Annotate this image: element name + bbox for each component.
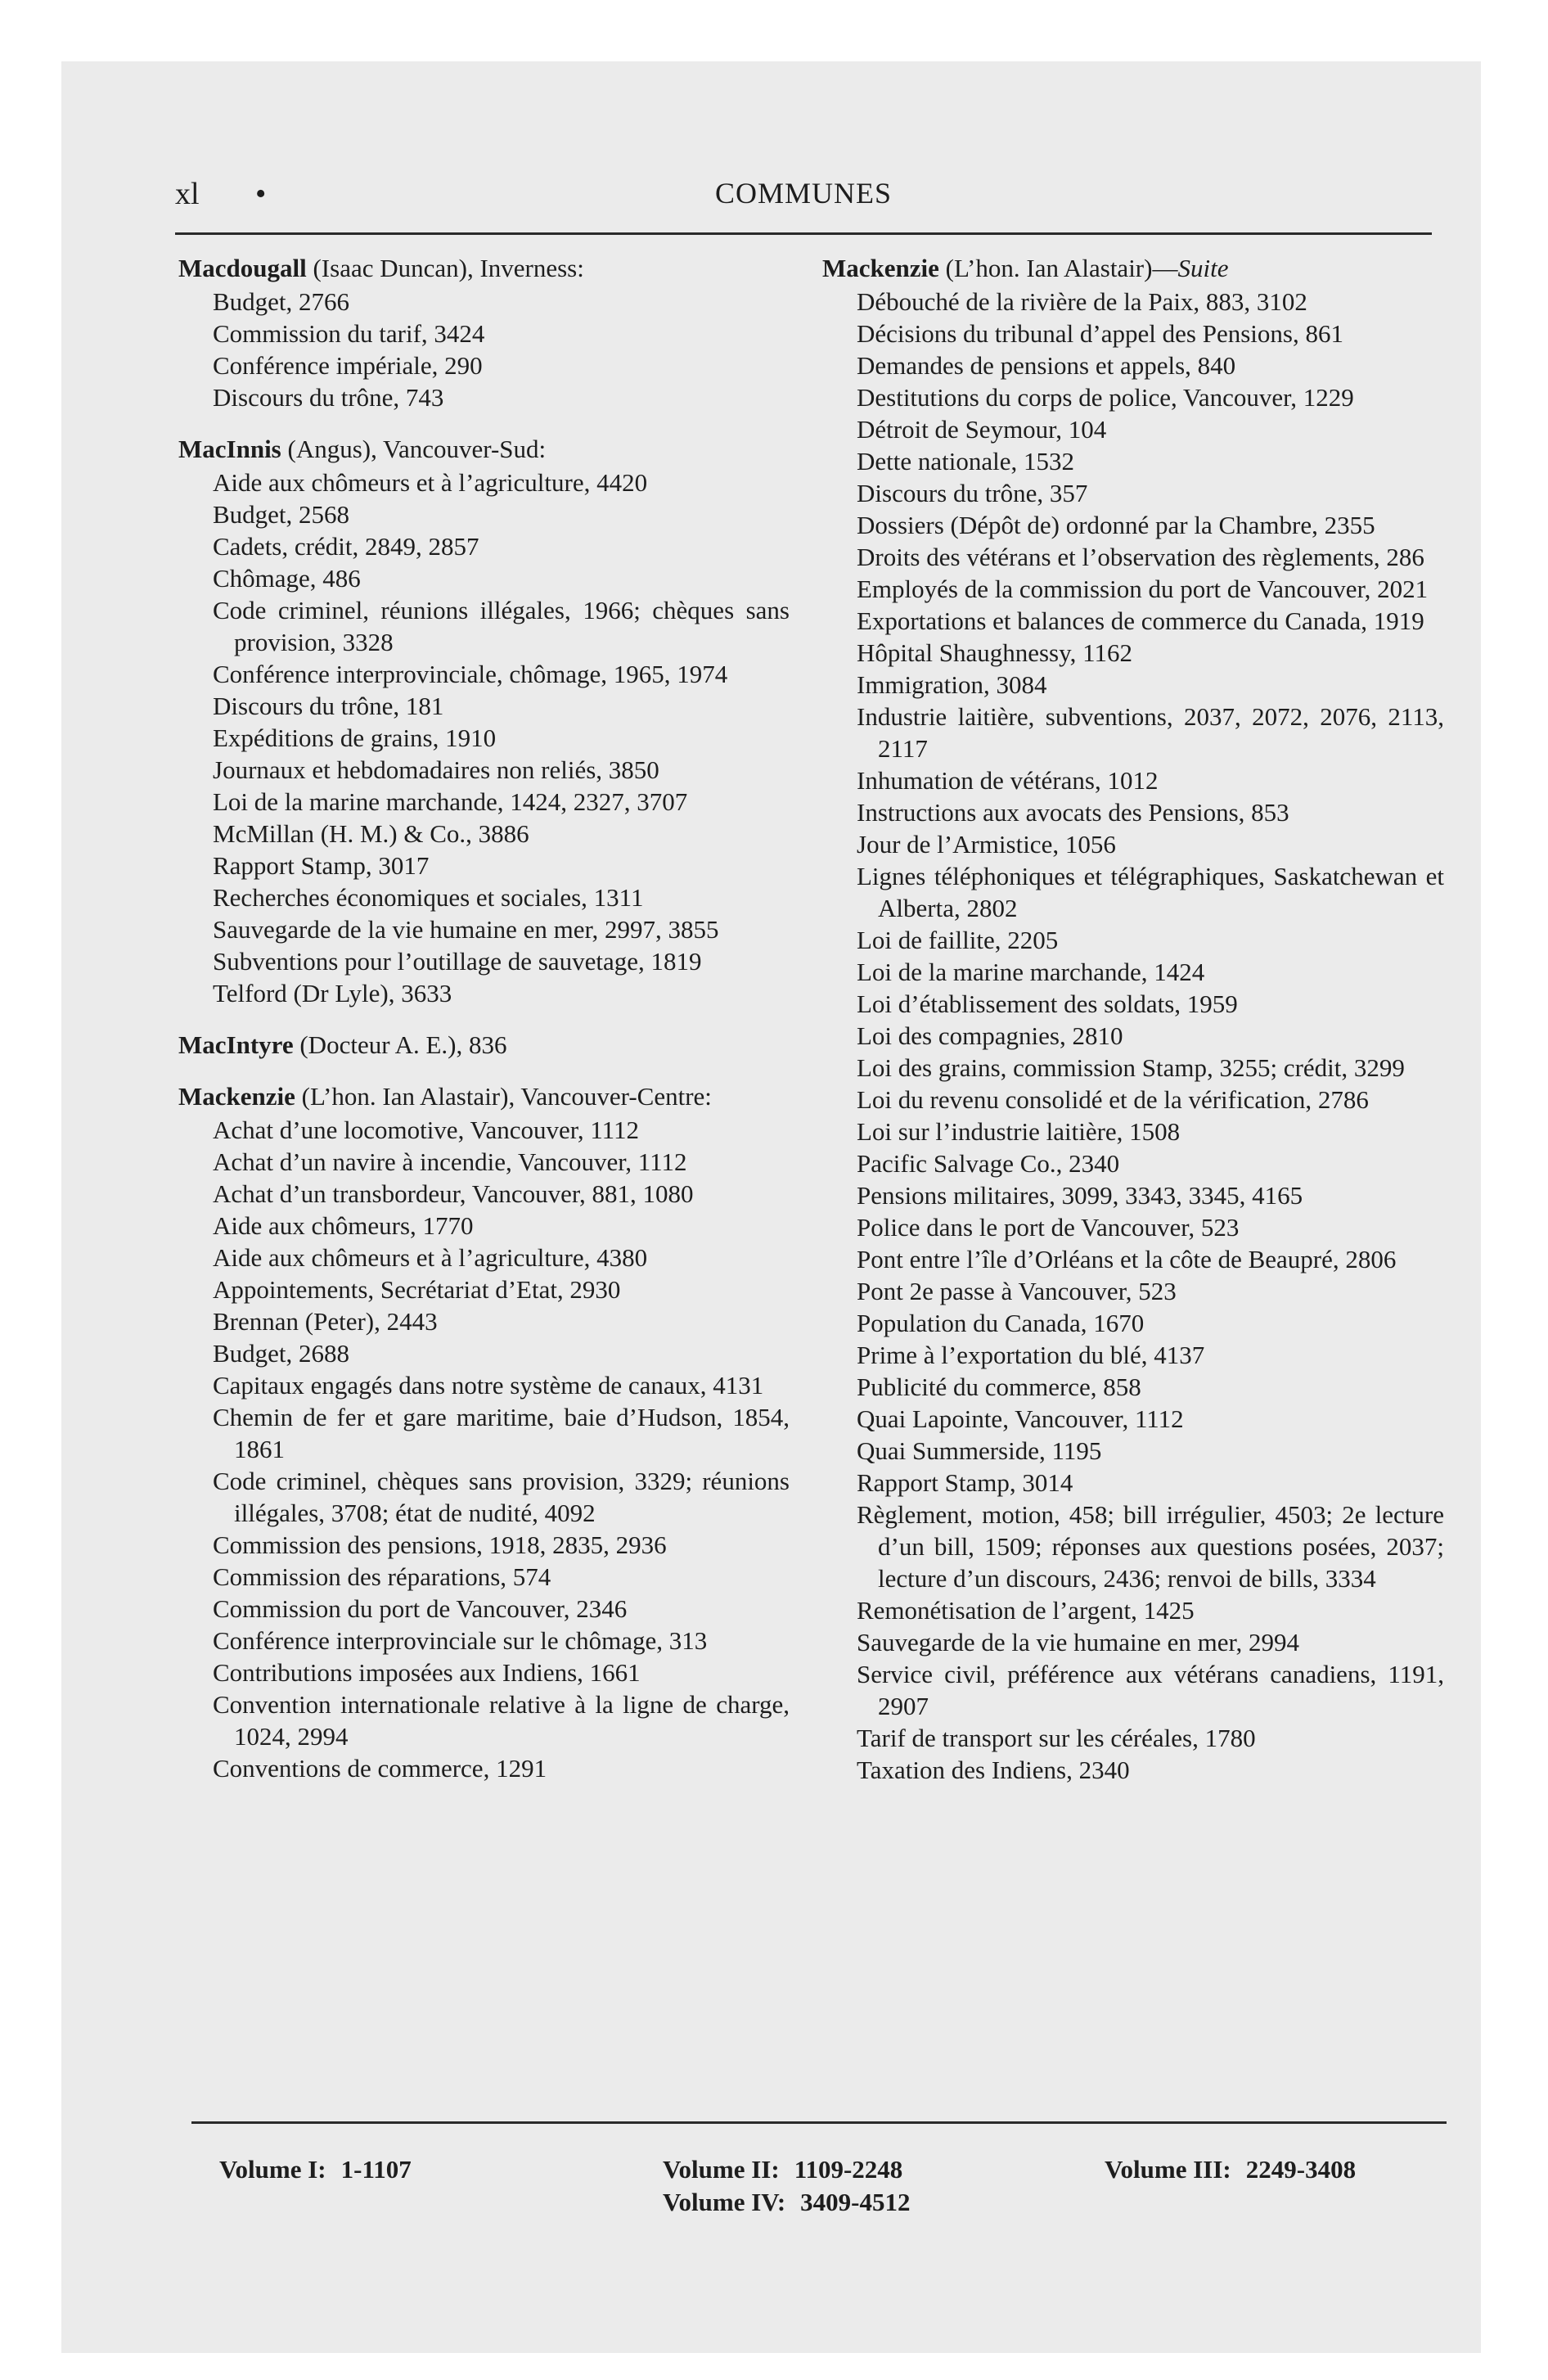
index-entry: Quai Summerside, 1195	[857, 1436, 1102, 1465]
index-entry: Employés de la commission du port de Vancouver, 2021	[857, 575, 1429, 603]
index-entry: Police dans le port de Vancouver, 523	[857, 1213, 1240, 1242]
header-rule	[175, 232, 1432, 235]
index-heading	[178, 1080, 790, 1112]
index-entry: Débouché de la rivière de la Paix, 883, 3102	[857, 287, 1307, 316]
index-entry: Contributions imposées aux Indiens, 1661	[213, 1658, 641, 1687]
volume-4-label	[663, 2188, 910, 2217]
index-heading	[178, 252, 790, 284]
heading-suite: Suite	[1177, 254, 1229, 282]
index-entry: Code criminel, chèques sans provision, 3329; réunions illégales, 3708; état de nudité, 4092	[213, 1467, 790, 1527]
index-entry: Loi du revenu consolidé et de la vérification, 2786	[857, 1085, 1369, 1114]
heading-detail: (Isaac Duncan), Inverness:	[306, 254, 584, 282]
index-entry: Capitaux engagés dans notre système de canaux, 4131	[213, 1371, 764, 1400]
heading-detail: (L’hon. Ian Alastair)—	[938, 254, 1178, 282]
index-entry: Rapport Stamp, 3014	[857, 1468, 1073, 1497]
index-entry: Règlement, motion, 458; bill irrégulier, 4503; 2e lecture d’un bill, 1509; réponses aux questions posées, 2037; lecture d’un discours, 2436; renvoi de bills, 3334	[857, 1500, 1444, 1593]
index-entry: Jour de l’Armistice, 1056	[857, 830, 1116, 859]
index-entry: Code criminel, réunions illégales, 1966; chèques sans provision, 3328	[213, 596, 790, 656]
index-entry: Service civil, préférence aux vétérans canadiens, 1191, 2907	[857, 1660, 1444, 1720]
index-entry: Aide aux chômeurs et à l’agriculture, 4420	[213, 468, 648, 497]
volume-1-label	[219, 2155, 412, 2184]
index-entry: Discours du trône, 181	[213, 692, 444, 720]
index-entry: Discours du trône, 357	[857, 479, 1088, 507]
index-entry: Budget, 2766	[213, 287, 350, 316]
index-entry: Expéditions de grains, 1910	[213, 723, 497, 752]
heading-name: Mackenzie	[178, 1082, 295, 1111]
index-entry: Subventions pour l’outillage de sauvetage, 1819	[213, 947, 702, 976]
index-entry: Pacific Salvage Co., 2340	[857, 1149, 1120, 1178]
volume-range: 1109-2248	[794, 2155, 903, 2184]
heading-name: MacIntyre	[178, 1030, 294, 1059]
index-entry: Cadets, crédit, 2849, 2857	[213, 532, 479, 561]
index-entry: Décisions du tribunal d’appel des Pensions, 861	[857, 319, 1343, 348]
volume-label: Volume III:	[1105, 2155, 1231, 2184]
right-column	[822, 252, 1444, 1786]
index-entry: Instructions aux avocats des Pensions, 853	[857, 798, 1289, 827]
index-entry: Recherches économiques et sociales, 1311	[213, 883, 644, 912]
index-entry: Sauvegarde de la vie humaine en mer, 2994	[857, 1628, 1300, 1657]
index-heading	[178, 1029, 790, 1061]
index-entry: Loi de faillite, 2205	[857, 926, 1059, 954]
index-entry: Discours du trône, 743	[213, 383, 444, 412]
index-entry: Demandes de pensions et appels, 840	[857, 351, 1236, 380]
left-column	[178, 252, 790, 1784]
index-entry: Conférence interprovinciale sur le chômage, 313	[213, 1626, 708, 1655]
index-entry: Destitutions du corps de police, Vancouver, 1229	[857, 383, 1354, 412]
index-entry: Aide aux chômeurs et à l’agriculture, 4380	[213, 1243, 648, 1272]
running-title: COMMUNES	[714, 177, 893, 210]
heading-detail: (Docteur A. E.), 836	[293, 1030, 507, 1059]
index-entry: Achat d’un transbordeur, Vancouver, 881, 1080	[213, 1179, 694, 1208]
heading-detail: (L’hon. Ian Alastair), Vancouver-Centre:	[295, 1082, 712, 1111]
volume-3-label	[1105, 2155, 1356, 2184]
index-entry: Pont 2e passe à Vancouver, 523	[857, 1277, 1177, 1305]
index-entry: Achat d’une locomotive, Vancouver, 1112	[213, 1116, 640, 1144]
index-entry: Achat d’un navire à incendie, Vancouver, 1112	[213, 1147, 687, 1176]
index-entry: Commission du tarif, 3424	[213, 319, 485, 348]
index-entry: Conventions de commerce, 1291	[213, 1754, 547, 1783]
index-entry: Prime à l’exportation du blé, 4137	[857, 1341, 1205, 1369]
volume-label: Volume II:	[663, 2155, 780, 2184]
index-entry: Rapport Stamp, 3017	[213, 851, 430, 880]
index-entry: Inhumation de vétérans, 1012	[857, 766, 1159, 795]
index-entry: Loi des compagnies, 2810	[857, 1021, 1123, 1050]
index-entry: Budget, 2568	[213, 500, 350, 529]
index-entry: Population du Canada, 1670	[857, 1309, 1145, 1337]
index-entry: Budget, 2688	[213, 1339, 350, 1368]
index-entry: Aide aux chômeurs, 1770	[213, 1211, 474, 1240]
index-heading	[822, 252, 1444, 284]
index-entry: Taxation des Indiens, 2340	[857, 1756, 1130, 1784]
index-entry: Pensions militaires, 3099, 3343, 3345, 4165	[857, 1181, 1303, 1210]
index-entry: Appointements, Secrétariat d’Etat, 2930	[213, 1275, 621, 1304]
header-bullet: •	[255, 177, 267, 211]
index-entry: Brennan (Peter), 2443	[213, 1307, 438, 1336]
index-entry: Pont entre l’île d’Orléans et la côte de Beaupré, 2806	[857, 1245, 1397, 1273]
volume-2-label	[663, 2155, 902, 2184]
index-entry: Journaux et hebdomadaires non reliés, 3850	[213, 755, 659, 784]
page-header	[175, 176, 1432, 217]
heading-name: MacInnis	[178, 435, 281, 463]
volume-label: Volume I:	[219, 2155, 326, 2184]
volume-range: 3409-4512	[800, 2188, 911, 2216]
index-entry: Conférence interprovinciale, chômage, 1965, 1974	[213, 660, 728, 688]
index-entry: Hôpital Shaughnessy, 1162	[857, 638, 1132, 667]
index-entry: Convention internationale relative à la ligne de charge, 1024, 2994	[213, 1690, 790, 1751]
volume-range: 1-1107	[340, 2155, 412, 2184]
index-entry: Droits des vétérans et l’observation des règlements, 286	[857, 543, 1424, 571]
volume-range: 2249-3408	[1245, 2155, 1357, 2184]
index-entry: Commission du port de Vancouver, 2346	[213, 1594, 628, 1623]
index-heading	[178, 433, 790, 465]
page-number: xl	[175, 177, 200, 211]
index-entry: McMillan (H. M.) & Co., 3886	[213, 819, 529, 848]
index-entry: Quai Lapointe, Vancouver, 1112	[857, 1404, 1184, 1433]
index-entry: Loi d’établissement des soldats, 1959	[857, 989, 1238, 1018]
index-entry: Lignes téléphoniques et télégraphiques, Saskatchewan et Alberta, 2802	[857, 862, 1444, 922]
footer-rule	[191, 2121, 1447, 2124]
index-entry: Conférence impériale, 290	[213, 351, 483, 380]
index-entry: Publicité du commerce, 858	[857, 1373, 1141, 1401]
heading-name: Macdougall	[178, 254, 307, 282]
index-entry: Sauvegarde de la vie humaine en mer, 2997, 3855	[213, 915, 719, 944]
index-entry: Tarif de transport sur les céréales, 1780	[857, 1724, 1256, 1752]
index-entry: Loi sur l’industrie laitière, 1508	[857, 1117, 1181, 1146]
index-entry: Chômage, 486	[213, 564, 361, 593]
index-entry: Loi de la marine marchande, 1424	[857, 958, 1205, 986]
index-entry: Loi des grains, commission Stamp, 3255; crédit, 3299	[857, 1053, 1405, 1082]
index-entry: Telford (Dr Lyle), 3633	[213, 979, 452, 1007]
index-entry: Chemin de fer et gare maritime, baie d’Hudson, 1854, 1861	[213, 1403, 790, 1463]
index-entry: Industrie laitière, subventions, 2037, 2072, 2076, 2113, 2117	[857, 702, 1444, 763]
index-entry: Dossiers (Dépôt de) ordonné par la Chambre, 2355	[857, 511, 1375, 539]
index-entry: Remonétisation de l’argent, 1425	[857, 1596, 1195, 1625]
index-entry: Détroit de Seymour, 104	[857, 415, 1107, 444]
index-entry: Dette nationale, 1532	[857, 447, 1074, 476]
index-entry: Commission des pensions, 1918, 2835, 2936	[213, 1530, 667, 1559]
index-entry: Commission des réparations, 574	[213, 1562, 551, 1591]
index-entry: Immigration, 3084	[857, 670, 1047, 699]
heading-detail: (Angus), Vancouver-Sud:	[281, 435, 547, 463]
right-entries	[822, 286, 1444, 1786]
index-entry: Loi de la marine marchande, 1424, 2327, 3707	[213, 787, 688, 816]
index-entry: Exportations et balances de commerce du Canada, 1919	[857, 606, 1424, 635]
heading-name: Mackenzie	[822, 254, 939, 282]
volume-label: Volume IV:	[663, 2188, 786, 2216]
